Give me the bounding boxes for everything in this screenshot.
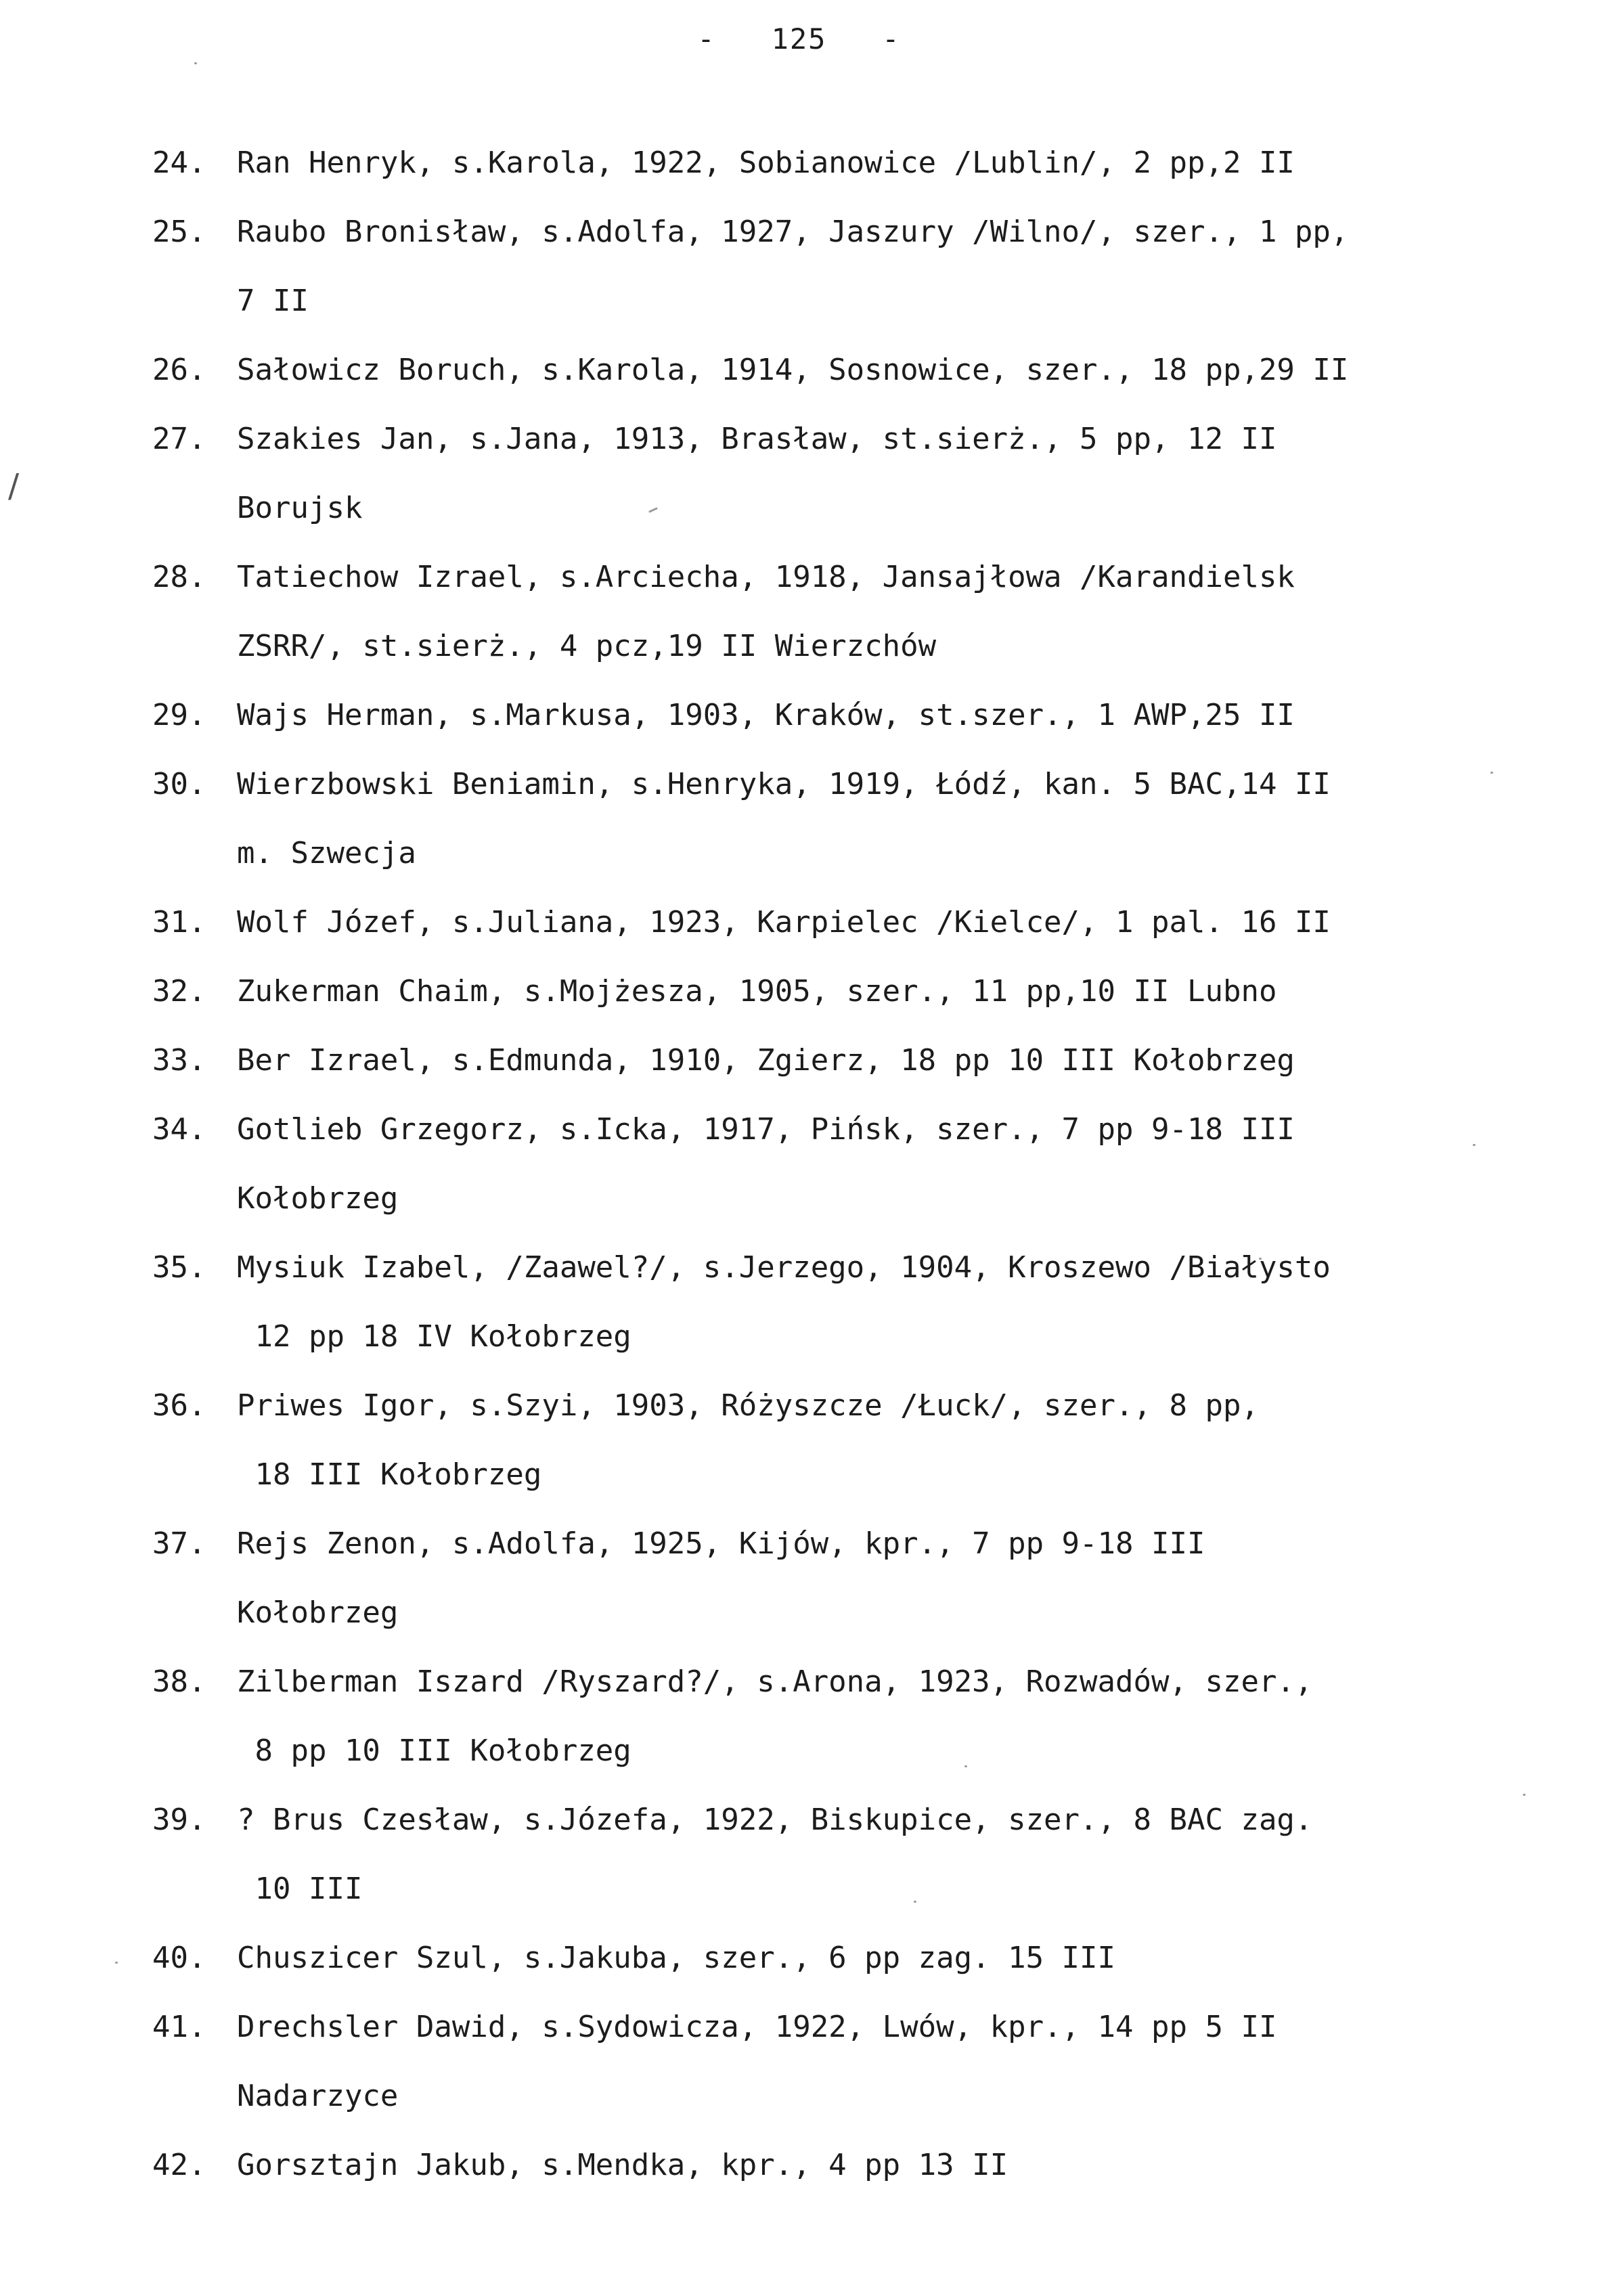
entry-line [152,1993,1594,2062]
entry-text: Nadarzyce [237,2079,399,2113]
entry-text: Mysiuk Izabel, /Zaawel?/, s.Jerzego, 1904, Kroszewo /Białysto [237,1250,1331,1285]
entry-text: Chuszicer Szul, s.Jakuba, szer., 6 pp zag. 15 III [237,1941,1116,1975]
entry-text: m. Szwecja [237,836,416,870]
entry-continuation-line [152,474,1594,543]
entry-text: Ber Izrael, s.Edmunda, 1910, Zgierz, 18 pp 10 III Kołobrzeg [237,1043,1295,1078]
entry-text: Zilberman Iszard /Ryszard?/, s.Arona, 1923, Rozwadów, szer., [237,1664,1313,1699]
scan-speck [115,1962,118,1964]
entry-line [152,1095,1594,1164]
entry-text: ? Brus Czesław, s.Józefa, 1922, Biskupice, szer., 8 BAC zag. [237,1803,1313,1837]
entry-number: 32. [152,974,206,1009]
entry-line [152,750,1594,819]
entry-text: 18 III Kołobrzeg [237,1457,542,1492]
entry-number: 29. [152,698,206,732]
entry-text: 10 III [237,1872,363,1906]
entry-line [152,1371,1594,1440]
entry-number: 35. [152,1250,206,1285]
margin-slash-mark: / [8,467,20,505]
page-number: - 125 - [697,22,901,56]
entry-text: Tatiechow Izrael, s.Arciecha, 1918, Jansajłowa /Karandielsk [237,560,1295,594]
entry-number: 42. [152,2148,206,2182]
entry-continuation-line [152,1855,1594,1924]
entry-number: 38. [152,1664,206,1699]
entry-text: Priwes Igor, s.Szyi, 1903, Różyszcze /Łuck/, szer., 8 pp, [237,1388,1259,1423]
entry-number: 40. [152,1941,206,1975]
entry-number: 27. [152,422,206,456]
entry-number: 34. [152,1112,206,1147]
entry-line [152,681,1594,750]
entry-line [152,1026,1594,1095]
entry-line [152,198,1594,267]
entry-text: Gorsztajn Jakub, s.Mendka, kpr., 4 pp 13 II [237,2148,1008,2182]
entry-line [152,957,1594,1026]
entry-number: 37. [152,1526,206,1561]
entry-line [152,405,1594,474]
entry-text: Ran Henryk, s.Karola, 1922, Sobianowice /Lublin/, 2 pp,2 II [237,146,1295,180]
entry-line [152,1924,1594,1993]
entry-line [152,336,1594,405]
entry-number: 28. [152,560,206,594]
entry-number: 36. [152,1388,206,1423]
entry-number: 30. [152,767,206,801]
entry-number: 41. [152,2010,206,2044]
entry-text: Wierzbowski Beniamin, s.Henryka, 1919, Łódź, kan. 5 BAC,14 II [237,767,1331,801]
entry-number: 25. [152,215,206,249]
entry-text: Wolf Józef, s.Juliana, 1923, Karpielec /Kielce/, 1 pal. 16 II [237,905,1331,940]
entry-text: 8 pp 10 III Kołobrzeg [237,1734,631,1768]
entry-number: 39. [152,1803,206,1837]
entry-continuation-line [152,819,1594,888]
scan-speck [194,62,197,64]
entry-line [152,1786,1594,1855]
entry-line [152,2131,1594,2200]
entry-continuation-line [152,1717,1594,1786]
entry-number: 26. [152,353,206,387]
entry-line [152,543,1594,612]
entry-line [152,129,1594,198]
entry-text: Sałowicz Boruch, s.Karola, 1914, Sosnowice, szer., 18 pp,29 II [237,353,1349,387]
entry-continuation-line [152,267,1594,336]
entry-text: Drechsler Dawid, s.Sydowicza, 1922, Lwów, kpr., 14 pp 5 II [237,2010,1277,2044]
entry-line [152,1233,1594,1302]
entry-continuation-line [152,2062,1594,2131]
entry-text: 7 II [237,284,309,318]
entry-text: Kołobrzeg [237,1595,399,1630]
entry-number: 24. [152,146,206,180]
entry-text: Wajs Herman, s.Markusa, 1903, Kraków, st.szer., 1 AWP,25 II [237,698,1295,732]
entry-line [152,888,1594,957]
entry-continuation-line [152,1164,1594,1233]
entry-text: 12 pp 18 IV Kołobrzeg [237,1319,631,1354]
entry-continuation-line [152,1302,1594,1371]
entry-text: Borujsk [237,491,363,525]
entry-text: Rejs Zenon, s.Adolfa, 1925, Kijów, kpr., 7 pp 9-18 III [237,1526,1205,1561]
entry-line [152,1509,1594,1578]
entry-text: ZSRR/, st.sierż., 4 pcz,19 II Wierzchów [237,629,937,663]
entry-text: Raubo Bronisław, s.Adolfa, 1927, Jaszury /Wilno/, szer., 1 pp, [237,215,1349,249]
entry-text: Szakies Jan, s.Jana, 1913, Brasław, st.sierż., 5 pp, 12 II [237,422,1277,456]
entry-line [152,1648,1594,1717]
entry-number: 31. [152,905,206,940]
entry-text: Zukerman Chaim, s.Mojżesza, 1905, szer., 11 pp,10 II Lubno [237,974,1277,1009]
entry-number: 33. [152,1043,206,1078]
entry-continuation-line [152,612,1594,681]
entry-text: Kołobrzeg [237,1181,399,1216]
entry-list [152,129,1594,2200]
entry-text: Gotlieb Grzegorz, s.Icka, 1917, Pińsk, szer., 7 pp 9-18 III [237,1112,1295,1147]
entry-continuation-line [152,1440,1594,1509]
entry-continuation-line [152,1578,1594,1648]
